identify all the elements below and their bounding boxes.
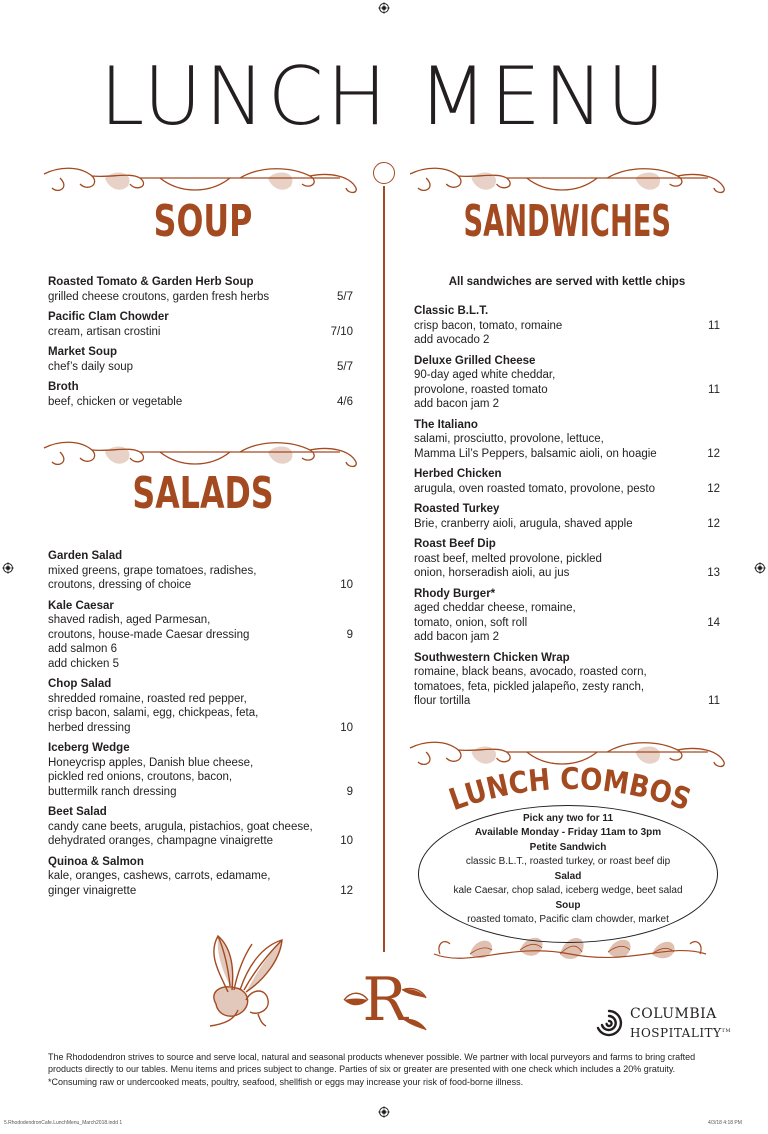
- menu-item-name: Southwestern Chicken Wrap: [414, 651, 570, 664]
- menu-item-description: croutons, house-made Caesar dressing: [48, 628, 250, 641]
- menu-item: [414, 418, 720, 462]
- menu-item-description: mixed greens, grape tomatoes, radishes,: [48, 564, 257, 577]
- menu-item-name: Garden Salad: [48, 550, 123, 562]
- menu-item-price: 11: [708, 695, 720, 707]
- menu-item-description: beef, chicken or vegetable: [48, 395, 183, 408]
- menu-item-description: chef’s daily soup: [48, 360, 134, 373]
- menu-item-price: 4/6: [337, 395, 353, 408]
- menu-item-name: Kale Caesar: [48, 599, 114, 612]
- menu-item-description: romaine, black beans, avocado, roasted corn,: [414, 666, 647, 678]
- combos-availability: Available Monday - Friday 11am to 3pm: [474, 826, 662, 838]
- footer-notes: [48, 1052, 728, 1091]
- print-slug-file: 5.RhododendronCafe.LunchMenu_March2018.indd 1: [4, 1120, 123, 1126]
- combo-group-title: Salad: [554, 871, 582, 882]
- menu-item-name: Quinoa & Salmon: [48, 855, 144, 868]
- menu-item-name: Deluxe Grilled Cheese: [414, 354, 536, 367]
- salads-list: [48, 549, 353, 904]
- menu-item-name: Roasted Tomato & Garden Herb Soup: [48, 276, 254, 288]
- menu-item-description: croutons, dressing of choice: [48, 579, 192, 591]
- menu-item-price: 10: [340, 835, 353, 847]
- menu-item-price: 7/10: [330, 325, 353, 338]
- print-slug-date: 4/3/18 4:18 PM: [708, 1120, 742, 1126]
- registration-mark-icon: [378, 1106, 390, 1118]
- menu-item-description: roast beef, melted provolone, pickled: [414, 552, 602, 565]
- menu-item-price: 14: [707, 616, 720, 629]
- registration-mark-icon: [2, 562, 14, 574]
- menu-item-description: add salmon 6: [48, 643, 118, 655]
- combo-group-title: Soup: [555, 900, 581, 911]
- menu-item-description: add chicken 5: [48, 657, 119, 670]
- sourcing-statement: The Rhododendron strives to source and serve local, natural and seasonal products whenever possible. We partner with local purveyors and farms to bring crafted products directly to our tables. Menu items and prices subject to change. Parties of six or greater are presented with one check which includes a 20% gratuity.: [48, 1052, 696, 1074]
- menu-item: [48, 805, 353, 849]
- menu-item-description: cream, artisan crostini: [48, 325, 161, 338]
- menu-item-price: 9: [346, 785, 353, 798]
- menu-item: [414, 467, 720, 496]
- menu-item-price: 9: [346, 628, 353, 641]
- menu-item-price: 5/7: [337, 360, 353, 373]
- divider-ring-icon: [373, 162, 395, 184]
- soup-list: [48, 275, 353, 415]
- menu-item: [48, 741, 353, 799]
- menu-item: [48, 380, 353, 409]
- trademark-mark: TM: [721, 1028, 731, 1034]
- rhododendron-logo: [340, 960, 430, 1032]
- combos-pick: Pick any two for 11: [522, 813, 614, 824]
- menu-item-description: Mamma Lil’s Peppers, balsamic aioli, on hoagie: [414, 447, 657, 460]
- partner-subtitle: HOSPITALITY™: [630, 1026, 731, 1040]
- menu-item-description: crisp bacon, tomato, romaine: [414, 319, 563, 332]
- menu-item-description: crisp bacon, salami, egg, chickpeas, feta,: [48, 707, 259, 719]
- menu-item-description: salami, prosciutto, provolone, lettuce,: [414, 433, 604, 445]
- menu-item-description: add avocado 2: [414, 334, 490, 346]
- menu-item-description: Brie, cranberry aioli, arugula, shaved apple: [414, 517, 633, 530]
- menu-item-description: flour tortilla: [414, 695, 471, 707]
- combo-group-desc: classic B.L.T., roasted turkey, or roast beef dip: [465, 855, 671, 867]
- menu-item-description: pickled red onions, croutons, bacon,: [48, 771, 233, 783]
- combo-group-title: Petite Sandwich: [529, 842, 607, 853]
- menu-item: [414, 354, 720, 412]
- registration-mark-icon: [754, 562, 766, 574]
- menu-item-price: 5/7: [337, 290, 353, 303]
- menu-item: [48, 599, 353, 672]
- menu-item-description: provolone, roasted tomato: [414, 383, 548, 396]
- menu-item-description: herbed dressing: [48, 721, 131, 734]
- menu-item-name: Iceberg Wedge: [48, 742, 130, 754]
- menu-item-description: arugula, oven roasted tomato, provolone, pesto: [414, 482, 656, 495]
- combo-group-desc: roasted tomato, Pacific clam chowder, market: [467, 913, 669, 925]
- menu-item-name: Beet Salad: [48, 806, 107, 818]
- menu-item-name: Chop Salad: [48, 678, 112, 690]
- menu-item-description: 90-day aged white cheddar,: [414, 369, 556, 381]
- menu-item: [48, 855, 353, 899]
- menu-item-description: ginger vinaigrette: [48, 884, 137, 897]
- menu-item-name: The Italiano: [414, 418, 478, 431]
- menu-item-description: aged cheddar cheese, romaine,: [414, 602, 576, 614]
- combos-details: [430, 812, 706, 926]
- beet-illustration-icon: [188, 930, 288, 1028]
- menu-item-price: 11: [708, 383, 720, 396]
- sandwiches-heading: SANDWICHES: [463, 196, 672, 247]
- menu-item-name: Roasted Turkey: [414, 503, 500, 515]
- menu-item-description: tomatoes, feta, pickled jalapeño, zesty ranch,: [414, 680, 645, 693]
- combos-heading: LUNCH COMBOS: [444, 761, 698, 819]
- combo-group-desc: kale Caesar, chop salad, iceberg wedge, beet salad: [453, 884, 683, 896]
- menu-item-description: add bacon jam 2: [414, 631, 500, 643]
- menu-item: [48, 677, 353, 735]
- menu-item: [48, 549, 353, 593]
- sandwich-list: [414, 304, 720, 715]
- column-divider: [383, 186, 385, 952]
- menu-item-name: Herbed Chicken: [414, 468, 502, 480]
- menu-item-name: Broth: [48, 381, 79, 393]
- menu-item-name: Rhody Burger*: [414, 587, 496, 600]
- partner-name: COLUMBIA: [630, 1006, 717, 1022]
- menu-item-name: Roast Beef Dip: [414, 538, 496, 550]
- menu-item-description: Honeycrisp apples, Danish blue cheese,: [48, 756, 254, 769]
- menu-item: [414, 651, 720, 709]
- flourish-ornament-icon: [406, 164, 728, 198]
- menu-item: [414, 502, 720, 531]
- menu-item-price: 12: [707, 482, 720, 495]
- columbia-swirl-icon: [594, 1008, 624, 1038]
- menu-item-price: 12: [340, 884, 353, 897]
- menu-item-description: grilled cheese croutons, garden fresh herbs: [48, 290, 270, 303]
- menu-item-description: onion, horseradish aioli, au jus: [414, 567, 570, 579]
- menu-item-description: buttermilk ranch dressing: [48, 785, 177, 798]
- registration-mark-icon: [378, 2, 390, 14]
- menu-item-price: 10: [340, 579, 353, 591]
- menu-item-description: shaved radish, aged Parmesan,: [48, 614, 211, 626]
- menu-item: [48, 310, 353, 339]
- menu-item: [414, 587, 720, 645]
- soup-heading: SOUP: [153, 196, 253, 247]
- menu-item: [414, 537, 720, 581]
- food-safety-warning: *Consuming raw or undercooked meats, poultry, seafood, shellfish or eggs may increase your risk of food-borne illness.: [48, 1077, 524, 1087]
- flourish-ornament-icon: [40, 438, 360, 472]
- flourish-ornament-icon: [40, 164, 360, 198]
- menu-item-price: 13: [707, 567, 720, 579]
- menu-item-name: Pacific Clam Chowder: [48, 311, 169, 323]
- menu-item-price: 12: [707, 447, 720, 460]
- page-title: LUNCH MENU: [99, 50, 669, 143]
- menu-item-description: candy cane beets, arugula, pistachios, goat cheese,: [48, 820, 313, 833]
- menu-item-description: tomato, onion, soft roll: [414, 616, 528, 629]
- columbia-hospitality-logo: [594, 1004, 731, 1044]
- menu-item-name: Market Soup: [48, 346, 118, 358]
- menu-item: [48, 275, 353, 304]
- menu-item-description: add bacon jam 2: [414, 398, 500, 410]
- sandwiches-note: All sandwiches are served with kettle chips: [448, 276, 686, 288]
- menu-item-price: 11: [708, 319, 720, 332]
- menu-item-description: kale, oranges, cashews, carrots, edamame,: [48, 870, 271, 882]
- menu-item-description: dehydrated oranges, champagne vinaigrette: [48, 835, 274, 847]
- logo-letter: R: [362, 965, 408, 1032]
- menu-item-price: 10: [340, 721, 353, 734]
- menu-item-price: 12: [707, 517, 720, 530]
- menu-item-description: shredded romaine, roasted red pepper,: [48, 692, 247, 705]
- menu-item: [48, 345, 353, 374]
- salads-heading: SALADS: [132, 468, 274, 519]
- menu-item: [414, 304, 720, 348]
- menu-item-name: Classic B.L.T.: [414, 305, 489, 317]
